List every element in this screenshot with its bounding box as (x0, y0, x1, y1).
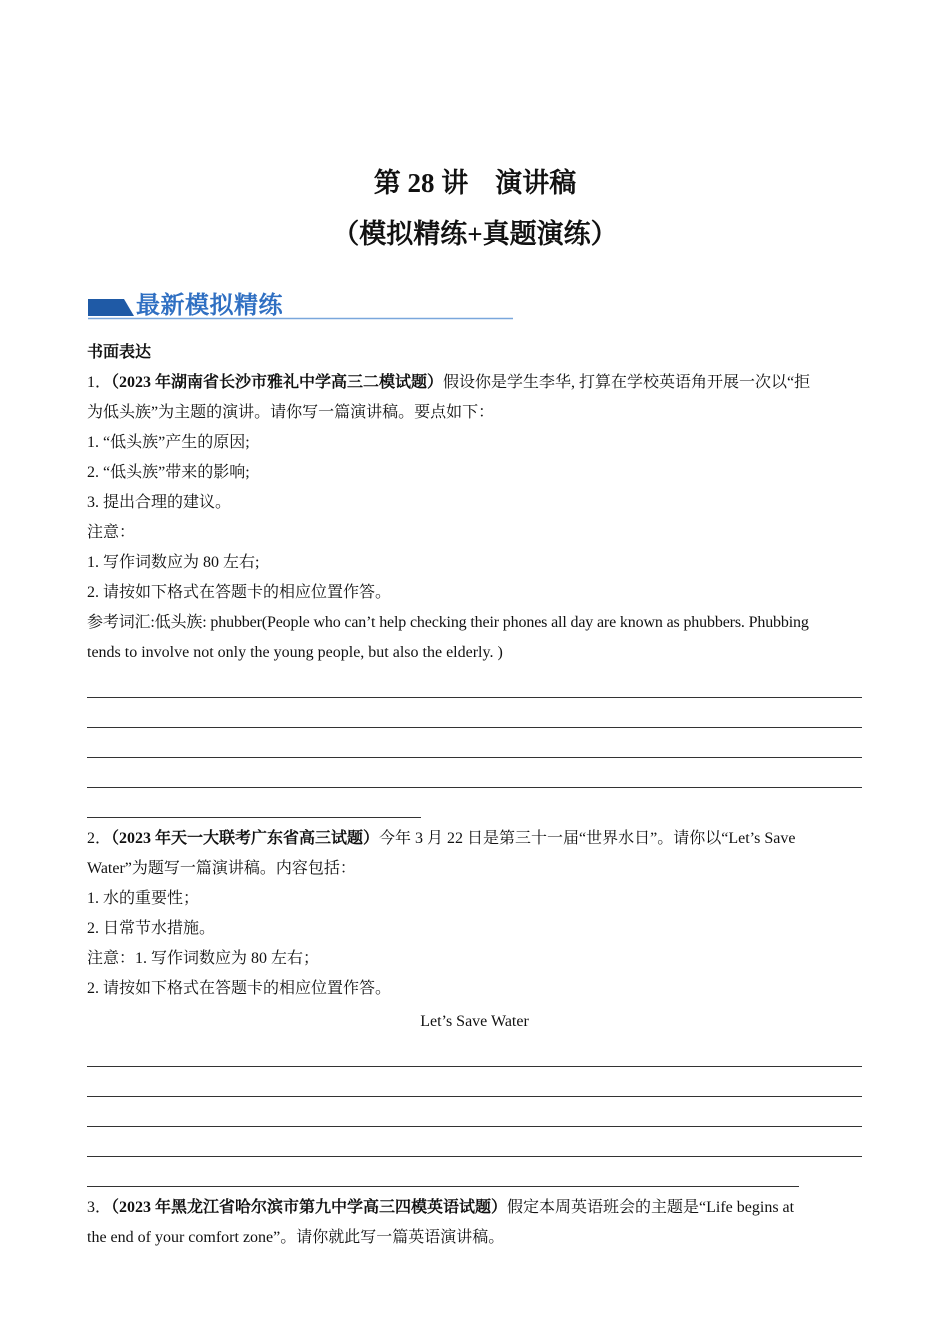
q2-essay-heading: Let’s Save Water (420, 1013, 529, 1030)
answer-line[interactable] (87, 758, 862, 788)
answer-line[interactable] (87, 1037, 862, 1067)
q1-point-2: 2. “低头族”带来的影响; (87, 464, 250, 481)
q1-vocab-b: tends to involve not only the young people, but also the elderly. ) (87, 644, 503, 661)
q2-number: 2． (87, 830, 112, 847)
section-title: 最新模拟精练 (136, 291, 283, 319)
answer-line[interactable] (87, 668, 862, 698)
answer-line[interactable] (87, 1127, 862, 1157)
questions-content (87, 338, 862, 1253)
question-2-line-1 (87, 824, 862, 854)
q1-vocab-a: 参考词汇:低头族: phubber(People who can’t help checking their phones all day are known as phubbers. Phubbing (87, 614, 809, 631)
title-line-1: 第 28 讲 演讲稿 (373, 168, 577, 198)
q1-point-1: 1. “低头族”产生的原因; (87, 434, 250, 451)
category-heading: 书面表达 (87, 344, 152, 361)
question-1-line-1 (87, 368, 862, 398)
q1-note-1: 1. 写作词数应为 80 左右; (87, 554, 260, 571)
q3-source: （2023 年黑龙江省哈尔滨市第九中学高三四模英语试题） (111, 1199, 508, 1216)
q3-prompt-a: 假定本周英语班会的主题是“Life begins at (507, 1199, 795, 1216)
answer-line[interactable] (87, 788, 421, 818)
q2-source: （2023 年天一大联考广东省高三试题） (111, 830, 380, 847)
answer-line[interactable] (87, 698, 862, 728)
q3-number: 3． (87, 1199, 112, 1216)
q1-note-label: 注意： (87, 524, 136, 541)
q2-point-1: 1. 水的重要性； (87, 890, 200, 907)
title-line-2: （模拟精练+真题演练） (332, 219, 618, 249)
q2-note-a: 注意：1. 写作词数应为 80 左右； (87, 950, 320, 967)
q2-note-b: 2. 请按如下格式在答题卡的相应位置作答。 (87, 980, 392, 997)
q1-point-3: 3. 提出合理的建议。 (87, 494, 232, 511)
answer-line[interactable] (87, 1157, 799, 1187)
q2-prompt-a: 今年 3 月 22 日是第三十一届“世界水日”。请你以“Let’s Save (379, 830, 796, 847)
q1-note-2: 2. 请按如下格式在答题卡的相应位置作答。 (87, 584, 392, 601)
section-banner (88, 290, 513, 322)
q3-prompt-b: the end of your comfort zone”。请你就此写一篇英语演讲稿。 (87, 1229, 505, 1246)
q1-prompt-b: 为低头族”为主题的演讲。请你写一篇演讲稿。要点如下： (87, 404, 495, 421)
q1-prompt-a: 假设你是学生李华, 打算在学校英语角开展一次以“拒 (443, 374, 811, 391)
q1-source: （2023 年湖南省长沙市雅礼中学高三二模试题） (111, 374, 444, 391)
q2-point-2: 2. 日常节水措施。 (87, 920, 216, 937)
q1-number: 1． (87, 374, 112, 391)
question-3-line-1 (87, 1193, 862, 1223)
answer-line[interactable] (87, 1097, 862, 1127)
q2-prompt-b: Water”为题写一篇演讲稿。内容包括： (87, 860, 356, 877)
answer-line[interactable] (87, 1067, 862, 1097)
answer-line[interactable] (87, 728, 862, 758)
